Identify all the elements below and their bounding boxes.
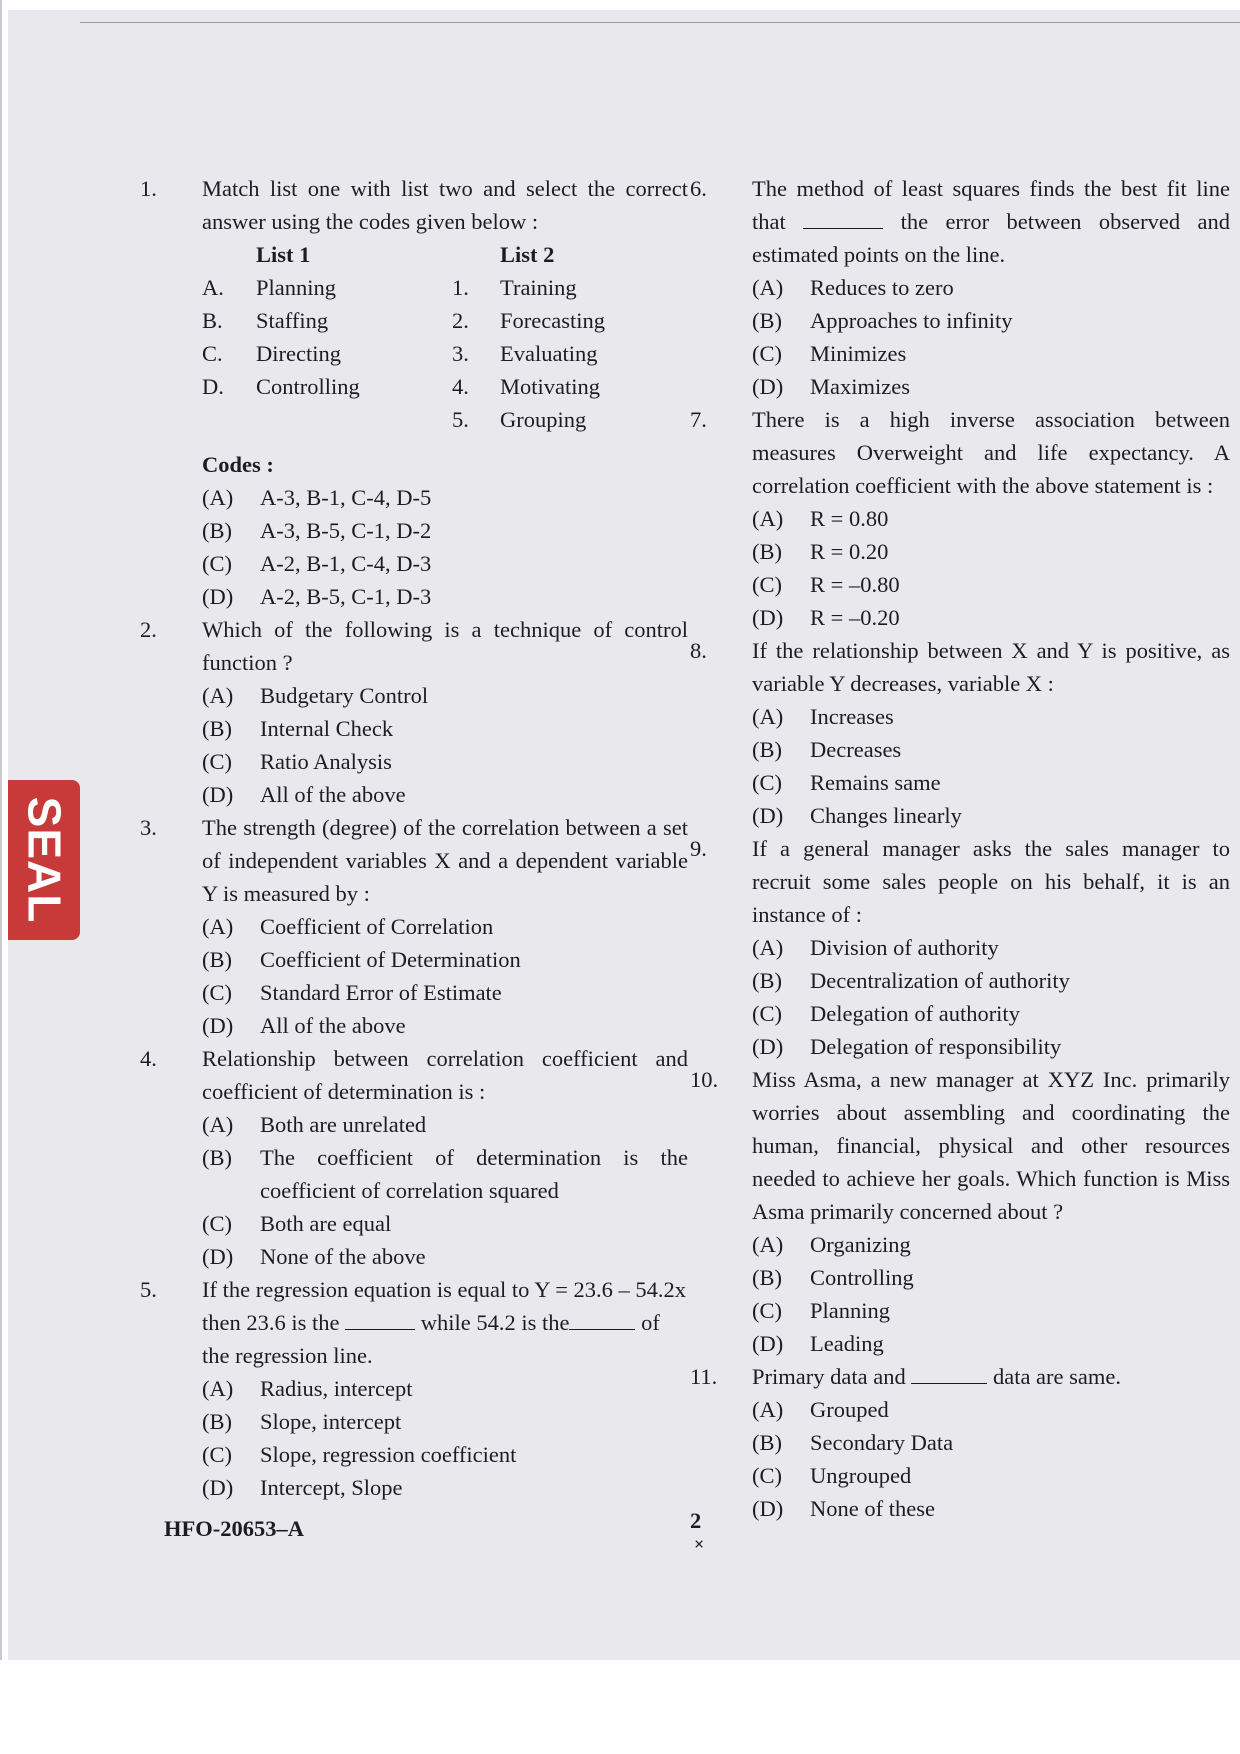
scan-bottom-margin (0, 1660, 1240, 1754)
question-9 (690, 832, 1230, 1063)
option-label: (A) (202, 683, 234, 708)
option-text: None of these (810, 1496, 935, 1521)
option-d (752, 799, 1230, 832)
option-label: (C) (202, 1442, 232, 1467)
option-c (202, 976, 688, 1009)
option-text: A-2, B-5, C-1, D-3 (260, 584, 432, 609)
option-a (202, 1372, 688, 1405)
option-text: Ratio Analysis (260, 749, 392, 774)
option-d (202, 1471, 688, 1504)
list2-label: 3. (452, 341, 469, 366)
option-text: Coefficient of Determination (260, 947, 521, 972)
option-d (202, 1240, 688, 1273)
option-label: (A) (752, 506, 784, 531)
list2-heading: List 2 (500, 242, 555, 267)
question-text: There is a high inverse association between measures Overweight and life expectancy. A correlation coefficient with the above statement is : (752, 407, 1230, 498)
option-text: The coefficient of determination is the coefficient of correlation squared (260, 1145, 688, 1203)
option-label: (A) (752, 704, 784, 729)
question-3 (140, 811, 688, 1042)
option-a (752, 1228, 1230, 1261)
option-b (202, 1141, 688, 1207)
option-label: (A) (202, 485, 234, 510)
option-label: (A) (752, 1397, 784, 1422)
seal-sticker (8, 780, 80, 940)
option-label: (B) (752, 1430, 782, 1455)
question-number: 6. (690, 176, 707, 201)
option-b (752, 535, 1230, 568)
fill-blank (803, 206, 883, 229)
option-d (752, 1327, 1230, 1360)
option-b (202, 712, 688, 745)
option-text: Ungrouped (810, 1463, 912, 1488)
option-a (752, 502, 1230, 535)
list2-item: Training (500, 275, 577, 300)
option-d (752, 1492, 1230, 1525)
question-5 (140, 1273, 688, 1504)
list1-heading: List 1 (256, 242, 311, 267)
question-number: 10. (690, 1067, 719, 1092)
option-b (202, 514, 688, 547)
cross-mark: × (694, 1534, 705, 1554)
seal-label: SEAL (18, 796, 70, 924)
question-11 (690, 1360, 1230, 1525)
option-d (752, 601, 1230, 634)
option-label: (D) (202, 1013, 234, 1038)
option-text: Leading (810, 1331, 884, 1356)
option-a (202, 481, 688, 514)
option-label: (D) (752, 1496, 784, 1521)
option-text: Planning (810, 1298, 891, 1323)
list2-item: Evaluating (500, 341, 598, 366)
list2-item: Forecasting (500, 308, 605, 333)
option-label: (B) (202, 1409, 232, 1434)
list1-label (202, 403, 256, 436)
question-text: If a general manager asks the sales manager to recruit some sales people on his behalf, it is an instance of : (752, 836, 1230, 927)
option-b (202, 943, 688, 976)
question-text: Which of the following is a technique of control function ? (202, 617, 688, 675)
option-c (752, 337, 1230, 370)
option-label: (C) (202, 749, 232, 774)
list1-item: Staffing (256, 308, 329, 333)
question-6 (690, 172, 1230, 403)
option-text: Remains same (810, 770, 941, 795)
option-a (752, 1393, 1230, 1426)
list1-label: B. (202, 308, 223, 333)
option-text: Reduces to zero (810, 275, 954, 300)
page-number: 2 (690, 1508, 702, 1533)
option-label: (D) (202, 1475, 234, 1500)
question-text: If the relationship between X and Y is positive, as variable Y decreases, variable X : (752, 638, 1230, 696)
option-label: (A) (202, 1376, 234, 1401)
option-d (752, 370, 1230, 403)
option-label: (C) (202, 1211, 232, 1236)
option-text: Coefficient of Correlation (260, 914, 494, 939)
question-text: The method of least squares finds the best fit line that the error between observed and estimated points on the line. (752, 176, 1231, 267)
option-label: (C) (752, 341, 782, 366)
option-label: (D) (202, 1244, 234, 1269)
option-label: (B) (752, 1265, 782, 1290)
option-a (752, 931, 1230, 964)
option-d (752, 1030, 1230, 1063)
option-text: Radius, intercept (260, 1376, 413, 1401)
option-text: None of the above (260, 1244, 426, 1269)
option-text: Internal Check (260, 716, 394, 741)
list1-item: Planning (256, 275, 337, 300)
option-label: (A) (202, 914, 234, 939)
option-label: (C) (752, 1298, 782, 1323)
option-text: R = –0.20 (810, 605, 900, 630)
list2-item: Grouping (500, 407, 587, 432)
option-b (752, 964, 1230, 997)
option-d (202, 1009, 688, 1042)
option-text: Delegation of authority (810, 1001, 1020, 1026)
question-text: Match list one with list two and select the correct answer using the codes given below : (202, 176, 688, 234)
option-text: A-3, B-1, C-4, D-5 (260, 485, 432, 510)
option-text: Organizing (810, 1232, 911, 1257)
option-label: (D) (752, 605, 784, 630)
question-4 (140, 1042, 688, 1273)
option-b (752, 304, 1230, 337)
paper-code: HFO-20653–A (164, 1516, 304, 1541)
question-number: 8. (690, 638, 707, 663)
question-7 (690, 403, 1230, 634)
question-text: Primary data and data are same. (752, 1360, 1230, 1393)
question-text: Miss Asma, a new manager at XYZ Inc. primarily worries about assembling and coordinating the human, financial, physical and other resources needed to achieve her goals. Which function is Miss Asma primarily concerned about ? (752, 1067, 1230, 1224)
question-number: 2. (140, 617, 157, 642)
option-text: Standard Error of Estimate (260, 980, 502, 1005)
option-label: (D) (752, 1331, 784, 1356)
option-text: All of the above (260, 782, 406, 807)
option-text: R = 0.80 (810, 506, 889, 531)
fill-blank (569, 1307, 635, 1330)
option-text: Minimizes (810, 341, 907, 366)
match-table (202, 238, 688, 436)
top-rule (80, 22, 1240, 23)
option-c (752, 766, 1230, 799)
option-label: (B) (752, 737, 782, 762)
list2-label: 5. (452, 407, 469, 432)
list1-label: C. (202, 341, 223, 366)
option-text: Approaches to infinity (810, 308, 1013, 333)
question-number: 3. (140, 815, 157, 840)
option-label: (B) (752, 539, 782, 564)
option-label: (C) (752, 1001, 782, 1026)
option-c (202, 1207, 688, 1240)
option-c (752, 1459, 1230, 1492)
option-c (202, 547, 688, 580)
option-a (752, 700, 1230, 733)
option-text: Increases (810, 704, 894, 729)
option-label: (A) (752, 1232, 784, 1257)
option-label: (B) (202, 518, 232, 543)
question-10 (690, 1063, 1230, 1360)
option-text: A-2, B-1, C-4, D-3 (260, 551, 432, 576)
option-text: Division of authority (810, 935, 999, 960)
list2-label: 1. (452, 275, 469, 300)
option-label: (B) (202, 716, 232, 741)
list2-label: 2. (452, 308, 469, 333)
question-text: Relationship between correlation coefficient and coefficient of determination is : (202, 1046, 688, 1104)
option-label: (B) (202, 947, 232, 972)
option-label: (B) (752, 308, 782, 333)
option-label: (A) (752, 275, 784, 300)
option-a (202, 679, 688, 712)
option-c (202, 745, 688, 778)
option-text: Decentralization of authority (810, 968, 1070, 993)
list1-label: D. (202, 374, 224, 399)
option-label: (D) (202, 782, 234, 807)
question-number: 5. (140, 1277, 157, 1302)
option-text: Slope, regression coefficient (260, 1442, 517, 1467)
option-text: Budgetary Control (260, 683, 429, 708)
option-a (202, 910, 688, 943)
scan-edge-line (0, 0, 2, 1754)
question-8 (690, 634, 1230, 832)
option-text: Decreases (810, 737, 902, 762)
option-label: (D) (202, 584, 234, 609)
option-label: (C) (202, 551, 232, 576)
option-text: Delegation of responsibility (810, 1034, 1062, 1059)
option-text: Both are equal (260, 1211, 392, 1236)
codes-heading: Codes : (202, 452, 274, 477)
option-label: (C) (752, 572, 782, 597)
question-number: 11. (690, 1364, 718, 1389)
option-text: Secondary Data (810, 1430, 954, 1455)
option-d (202, 580, 688, 613)
option-label: (B) (752, 968, 782, 993)
option-label: (C) (752, 770, 782, 795)
fill-blank (345, 1307, 415, 1330)
option-c (752, 568, 1230, 601)
option-label: (D) (752, 803, 784, 828)
option-text: Changes linearly (810, 803, 962, 828)
option-label: (C) (202, 980, 232, 1005)
question-number: 7. (690, 407, 707, 432)
option-b (752, 733, 1230, 766)
option-b (202, 1405, 688, 1438)
option-label: (D) (752, 1034, 784, 1059)
question-number: 4. (140, 1046, 157, 1071)
option-c (202, 1438, 688, 1471)
list2-item: Motivating (500, 374, 600, 399)
option-c (752, 1294, 1230, 1327)
option-text: Slope, intercept (260, 1409, 402, 1434)
option-a (202, 1108, 688, 1141)
option-text: A-3, B-5, C-1, D-2 (260, 518, 432, 543)
option-d (202, 778, 688, 811)
list1-label: A. (202, 275, 224, 300)
question-2 (140, 613, 688, 811)
option-text: Both are unrelated (260, 1112, 427, 1137)
option-c (752, 997, 1230, 1030)
option-text: Intercept, Slope (260, 1475, 403, 1500)
option-b (752, 1261, 1230, 1294)
question-number: 1. (140, 176, 157, 201)
fill-blank (911, 1361, 987, 1384)
option-text: Controlling (810, 1265, 914, 1290)
option-text: Maximizes (810, 374, 910, 399)
question-text: If the regression equation is equal to Y = 23.6 – 54.2x then 23.6 is the while 54.2 is the of the regression line. (202, 1277, 687, 1368)
option-label: (A) (752, 935, 784, 960)
option-text: Grouped (810, 1397, 889, 1422)
option-a (752, 271, 1230, 304)
question-text: The strength (degree) of the correlation between a set of independent variables X and a dependent variable Y is measured by : (202, 815, 688, 906)
option-label: (C) (752, 1463, 782, 1488)
option-label: (D) (752, 374, 784, 399)
option-label: (B) (202, 1145, 232, 1170)
question-number: 9. (690, 836, 707, 861)
right-column (690, 172, 1230, 1525)
option-text: R = 0.20 (810, 539, 889, 564)
list2-label: 4. (452, 374, 469, 399)
option-text: All of the above (260, 1013, 406, 1038)
list1-item: Controlling (256, 374, 360, 399)
question-1 (140, 172, 688, 613)
option-b (752, 1426, 1230, 1459)
list1-item: Directing (256, 341, 341, 366)
option-label: (A) (202, 1112, 234, 1137)
option-text: R = –0.80 (810, 572, 900, 597)
left-column (140, 172, 688, 1504)
list1-item (256, 403, 452, 436)
